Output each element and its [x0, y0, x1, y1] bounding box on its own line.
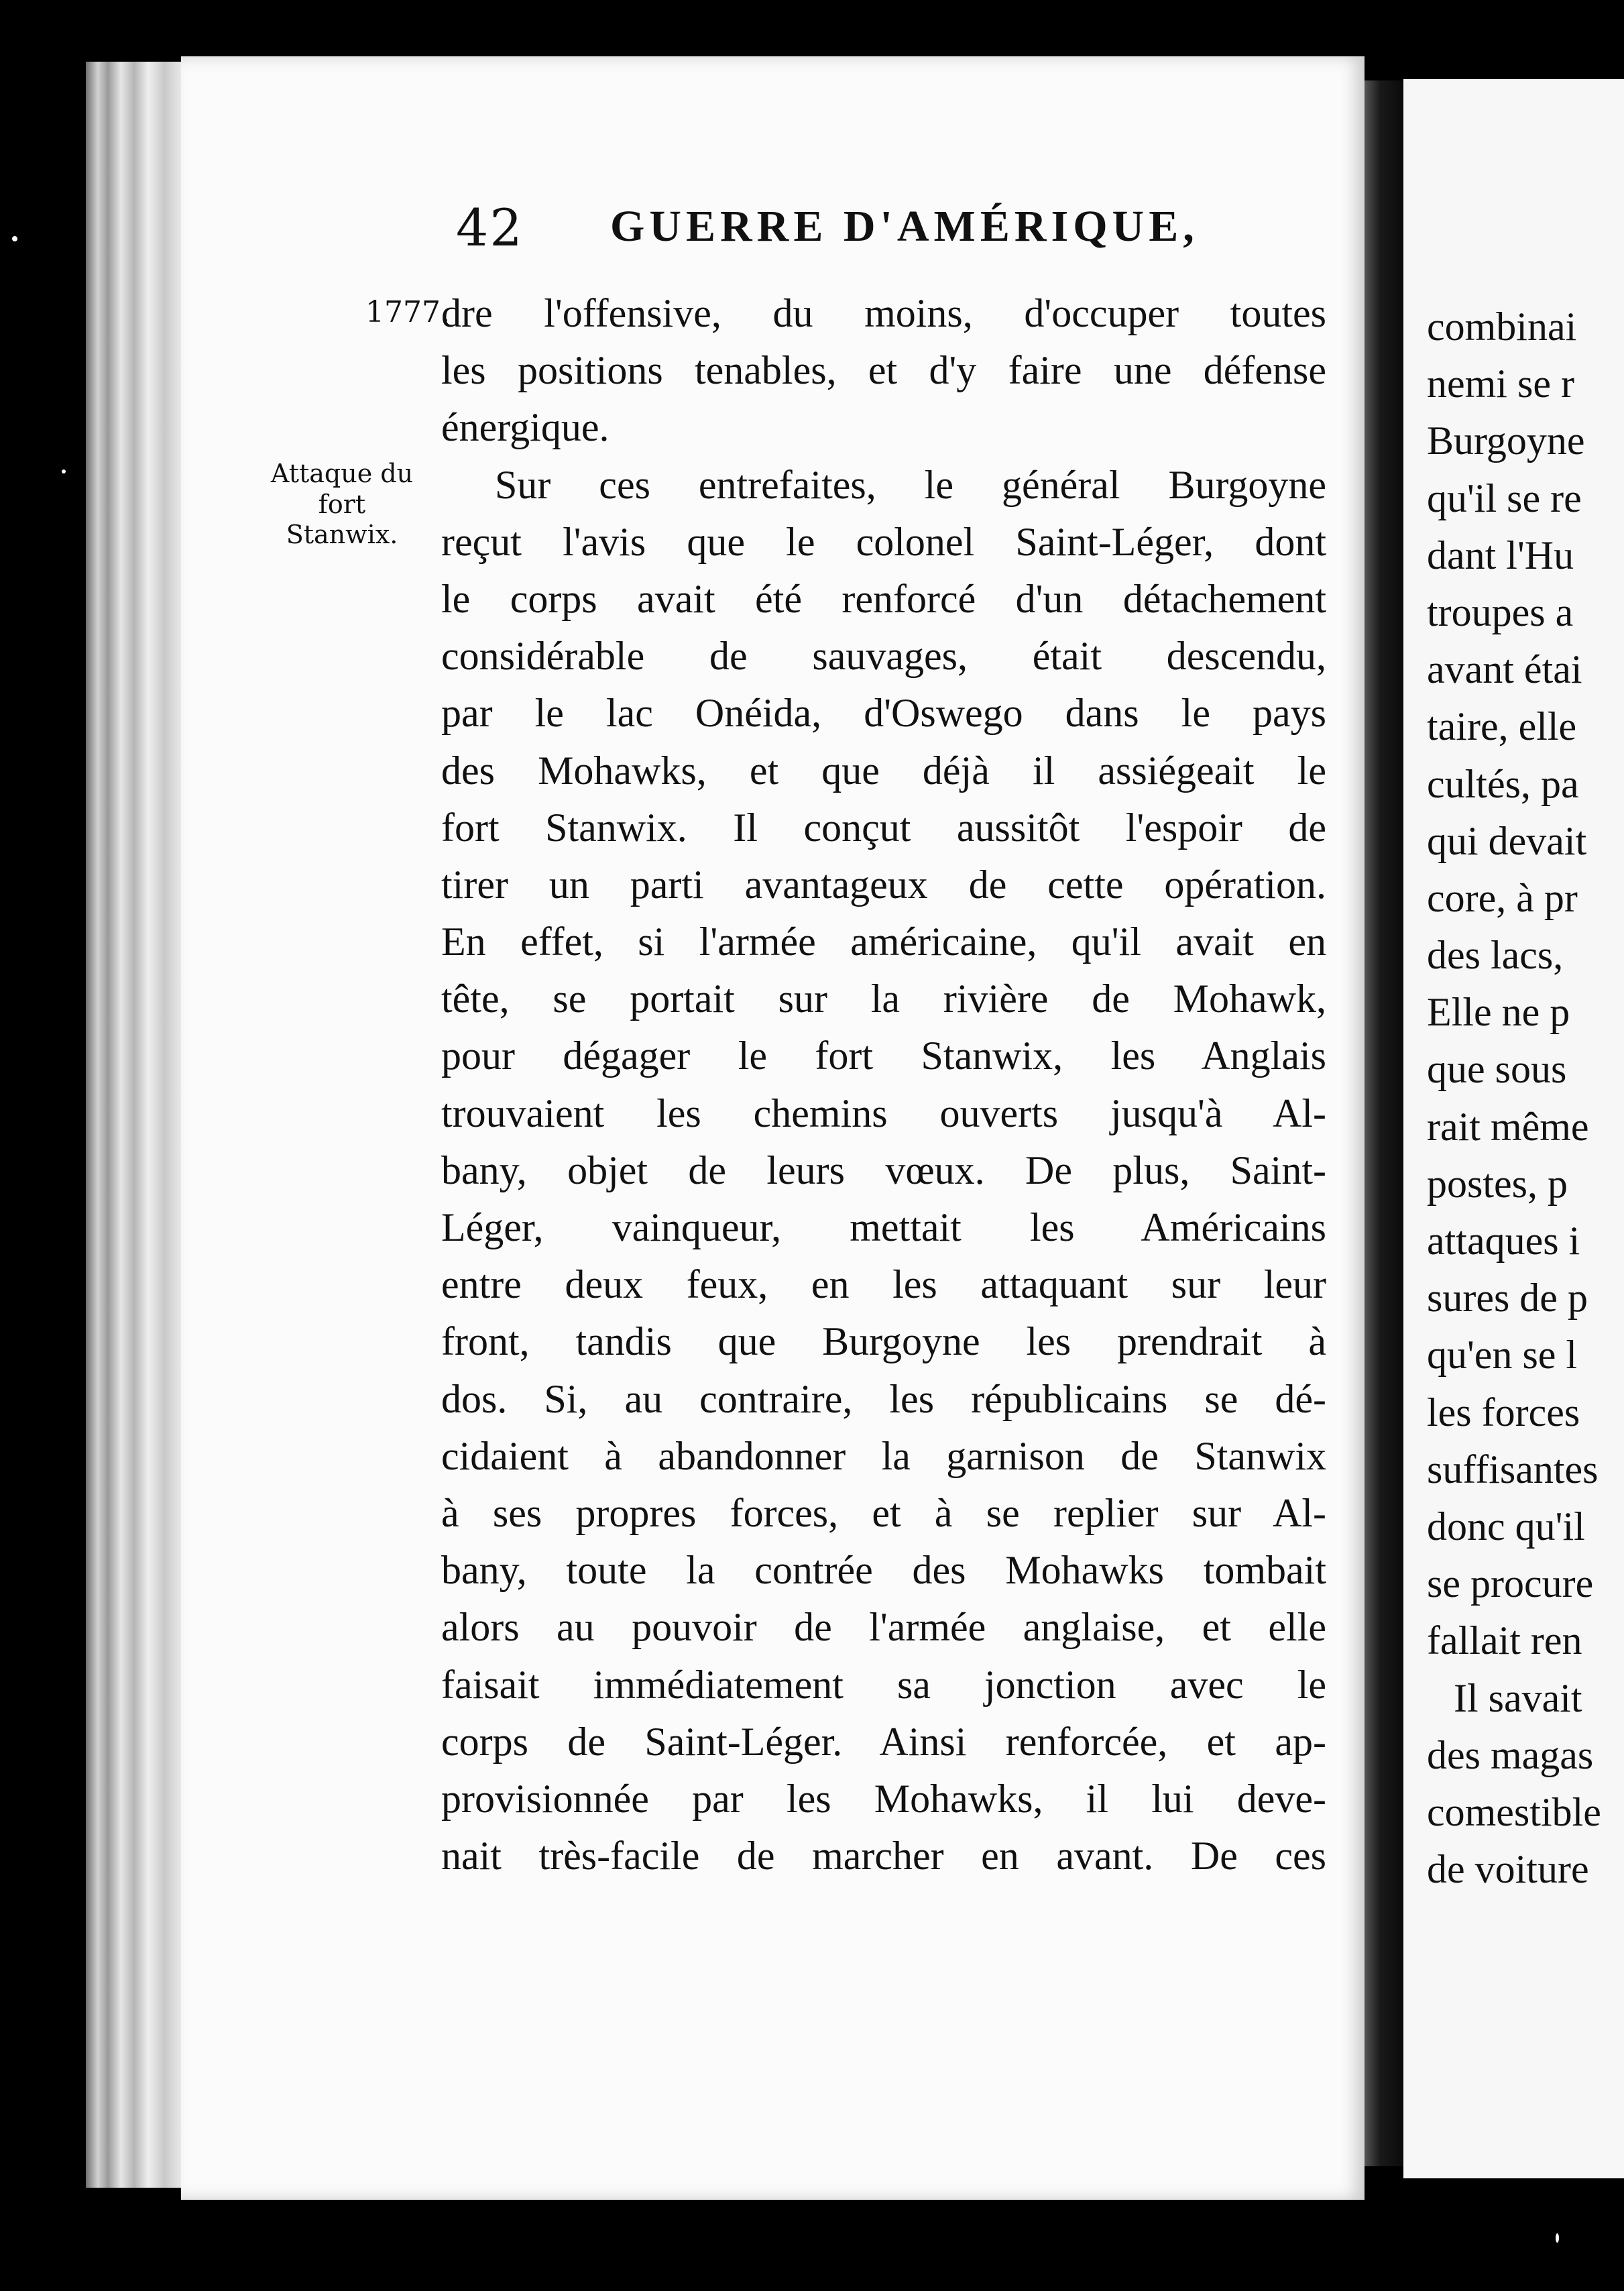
text-line: En effet, si l'armée américaine, qu'il avait en [441, 919, 1326, 964]
text-line: énergique. [441, 405, 610, 450]
text-line: tête, se portait sur la rivière de Mohawk, [441, 976, 1326, 1021]
right-text-line: se procure [1427, 1561, 1594, 1606]
right-text-line: que sous [1427, 1047, 1567, 1092]
text-line: Léger, vainqueur, mettait les Américains [441, 1205, 1326, 1249]
right-text-line: combinai [1427, 304, 1577, 349]
right-text-line: Il savait [1454, 1675, 1582, 1720]
margin-note-line: fort [318, 489, 366, 519]
text-line: alors au pouvoir de l'armée anglaise, et elle [441, 1605, 1326, 1650]
text-line: pour dégager le fort Stanwix, les Anglais [441, 1033, 1326, 1078]
text-line: front, tandis que Burgoyne les prendrait à [441, 1319, 1326, 1364]
right-page-text [1427, 298, 1624, 1898]
text-line: bany, objet de leurs vœux. De plus, Saint- [441, 1148, 1326, 1192]
text-line: dre l'offensive, du moins, d'occuper toutes [441, 291, 1326, 335]
right-text-line: de voiture [1427, 1847, 1589, 1892]
right-text-line: fallait ren [1427, 1618, 1582, 1663]
right-text-line: taire, elle [1427, 704, 1577, 749]
right-text-line: qui devait [1427, 818, 1587, 863]
right-text-line: avant étai [1427, 647, 1582, 692]
scan-speck [62, 469, 66, 473]
text-line: entre deux feux, en les attaquant sur leur [441, 1262, 1326, 1307]
text-line: cidaient à abandonner la garnison de Stanwix [441, 1433, 1326, 1478]
text-line: les positions tenables, et d'y faire une défense [441, 348, 1326, 393]
right-text-line: dant l'Hu [1427, 533, 1574, 577]
page-number: 42 [456, 198, 524, 258]
text-line: faisait immédiatement sa jonction avec le [441, 1662, 1326, 1707]
margin-note [258, 459, 426, 551]
text-line: considérable de sauvages, était descendu, [441, 634, 1326, 679]
right-text-line: sures de p [1427, 1276, 1588, 1321]
text-line: tirer un parti avantageux de cette opération. [441, 862, 1326, 907]
scan-speck [12, 236, 17, 241]
right-text-line: les forces [1427, 1390, 1580, 1435]
right-text-line: comestible [1427, 1789, 1601, 1834]
margin-note-line: Attaque du [270, 459, 414, 488]
text-line: trouvaient les chemins ouverts jusqu'à Al- [441, 1091, 1326, 1135]
right-text-line: qu'il se re [1427, 476, 1582, 520]
scan-speck [1556, 2233, 1559, 2243]
text-line: dos. Si, au contraire, les républicains se dé- [441, 1376, 1326, 1421]
right-text-line: suffisantes [1427, 1447, 1599, 1492]
right-text-line: Elle ne p [1427, 990, 1570, 1035]
right-text-line: cultés, pa [1427, 761, 1579, 806]
margin-year: 1777. [365, 295, 450, 329]
margin-note-line: Stanwix. [286, 520, 398, 550]
text-line: par le lac Onéida, d'Oswego dans le pays [441, 691, 1326, 736]
body-text [441, 285, 1326, 1885]
right-text-line: core, à pr [1427, 875, 1578, 920]
right-text-line: donc qu'il [1427, 1504, 1585, 1549]
text-line: des Mohawks, et que déjà il assiégeait le [441, 748, 1326, 793]
running-head [456, 198, 1348, 272]
page-title: GUERRE D'AMÉRIQUE, [610, 202, 1199, 251]
book-page-edges [86, 62, 186, 2188]
right-text-line: des magas [1427, 1732, 1594, 1777]
right-text-line: Burgoyne [1427, 418, 1585, 463]
right-text-line: attaques i [1427, 1219, 1580, 1263]
right-text-line: postes, p [1427, 1161, 1568, 1206]
text-line: à ses propres forces, et à se replier sur Al- [441, 1490, 1326, 1535]
text-line: Sur ces entrefaites, le général Burgoyne [495, 462, 1326, 507]
text-line: corps de Saint-Léger. Ainsi renforcée, et ap- [441, 1719, 1326, 1764]
text-line: bany, toute la contrée des Mohawks tombait [441, 1548, 1326, 1593]
right-text-line: des lacs, [1427, 933, 1564, 978]
text-line: reçut l'avis que le colonel Saint-Léger, dont [441, 519, 1326, 564]
text-line: fort Stanwix. Il conçut aussitôt l'espoir de [441, 805, 1326, 850]
text-line: nait très-facile de marcher en avant. De ces [441, 1834, 1326, 1879]
right-text-line: qu'en se l [1427, 1333, 1578, 1378]
right-text-line: nemi se r [1427, 361, 1574, 406]
right-text-line: troupes a [1427, 590, 1574, 634]
text-line: provisionnée par les Mohawks, il lui deve- [441, 1776, 1326, 1821]
right-text-line: rait même [1427, 1104, 1589, 1149]
text-line: le corps avait été renforcé d'un détachement [441, 576, 1326, 621]
book-gutter [1365, 80, 1403, 2166]
